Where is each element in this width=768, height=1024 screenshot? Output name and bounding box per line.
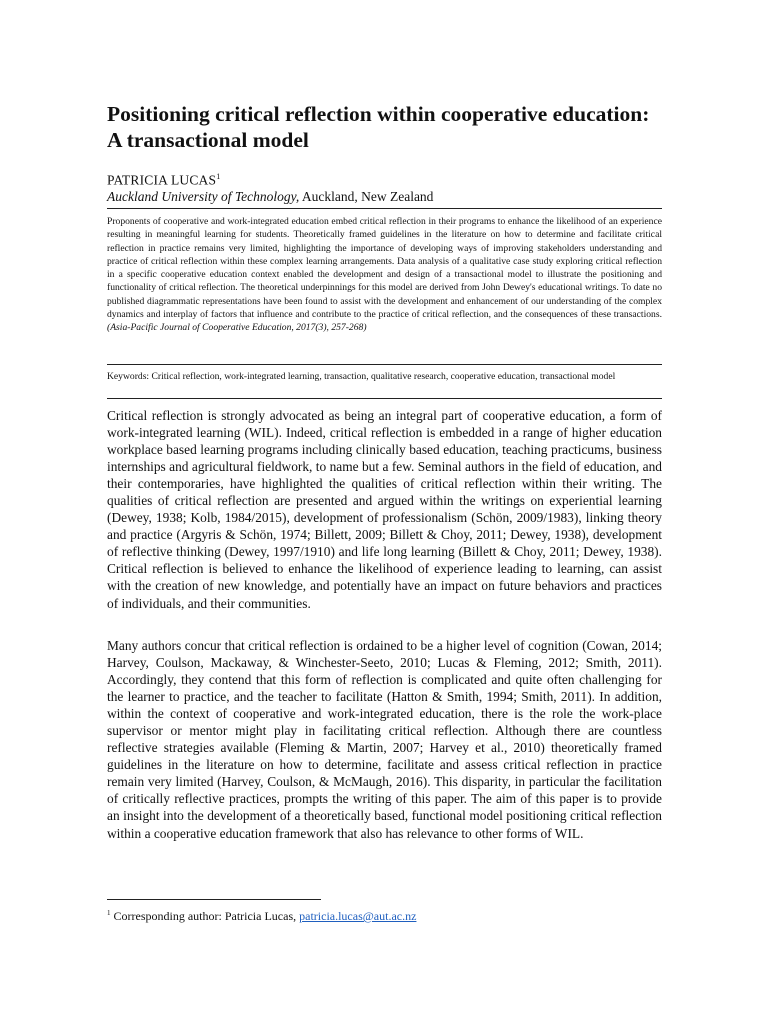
author-email-link[interactable]: patricia.lucas@aut.ac.nz [299, 909, 417, 923]
abstract-citation: (Asia-Pacific Journal of Cooperative Education, 2017(3), 257-268) [107, 322, 367, 334]
author-location: Auckland, New Zealand [301, 189, 434, 204]
body-paragraph-1: Critical reflection is strongly advocated as being an integral part of cooperative education, a form of work-integrated learning (WIL). Indeed, critical reflection is embedded in a range of higher education workplace based learning programs including clinically based education, teaching practicums, business internships and agricultural fieldwork, to name but a few. Seminal authors in the field of education, and their contemporaries, have highlighted the qualities of critical reflection within their writing. The qualities of critical reflection are presented and argued within the writings on experiential learning (Dewey, 1938; Kolb, 1984/2015), development of professionalism (Schön, 2009/1983), linking theory and practice (Argyris & Schön, 1974; Billett, 2009; Billett & Choy, 2011; Dewey, 1938), development of reflective thinking (Dewey, 1997/1910) and life long learning (Billett & Choy, 2011; Dewey, 1938). Critical reflection is believed to enhance the likelihood of experience leading to learning, can assist with the creation of new knowledge, and potentially have an impact on future behaviors and practices of individuals, and their communities. [107, 408, 662, 611]
footnote-divider [107, 899, 321, 900]
footnote-text: Corresponding author: Patricia Lucas, [113, 909, 297, 923]
paper-title: Positioning critical reflection within cooperative education: A transactional model [107, 102, 650, 152]
keywords-bottom-divider [107, 398, 662, 399]
author-line [107, 172, 220, 189]
footnote-mark: 1 [107, 909, 111, 917]
keywords: Keywords: Critical reflection, work-integrated learning, transaction, qualitative research, cooperative education, transactional model [107, 371, 616, 382]
keywords-top-divider [107, 364, 662, 365]
footnote [107, 906, 416, 924]
author-name: PATRICIA LUCAS [107, 172, 217, 188]
body-paragraph-2: Many authors concur that critical reflection is ordained to be a higher level of cognition (Cowan, 2014; Harvey, Coulson, Mackaway, & Winchester-Seeto, 2010; Lucas & Fleming, 2012; Smith, 2011). Accordingly, they contend that this form of reflection is complicated and quite often challenging for the learner to practice, and the teacher to facilitate (Hatton & Smith, 1994; Smith, 2011). In addition, within the context of cooperative and work-integrated education, there is the role the work-place supervisor or mentor might play in facilitating critical reflection. Although there are countless reflective strategies available (Fleming & Martin, 2007; Harvey et al., 2010) theoretically framed guidelines in the literature on how to determine, facilitate and assess critical reflection in practice remain very limited (Harvey, Coulson, & McMaugh, 2016). This disparity, in particular the facilitation of critically reflective practices, prompts the writing of this paper. The aim of this paper is to provide an insight into the development of a theoretically based, functional model positioning critical reflection within a cooperative education framework that also has relevance to other forms of WIL. [107, 638, 662, 841]
abstract-text: Proponents of cooperative and work-integrated education embed critical reflection in their programs to enhance the likelihood of an experience resulting in meaningful learning for students. Theoretically framed guidelines in the literature on how to determine and facilitate critical reflection in practice remains very limited, highlighting the importance of developing ways of improving stakeholders understanding and practice of critical reflection within these complex learning arrangements. Data analysis of a qualitative case study exploring critical reflection in a specific cooperative education context enabled the development and design of a transactional model to illustrate the positioning and functionality of critical reflection. The theoretical underpinnings for this model are derived from John Dewey's educational writings. To date no published diagrammatic representations have been found to assist with the development and enhancement of our understanding of the complex dynamics and interplay of factors that influence and contribute to the practice of critical reflection, and the consequences of these transactions. [107, 216, 662, 321]
abstract [107, 215, 662, 335]
affiliation-line [107, 189, 433, 205]
abstract-top-divider [107, 208, 662, 209]
author-institution: Auckland University of Technology, [107, 189, 300, 204]
author-footnote-mark: 1 [216, 172, 221, 181]
